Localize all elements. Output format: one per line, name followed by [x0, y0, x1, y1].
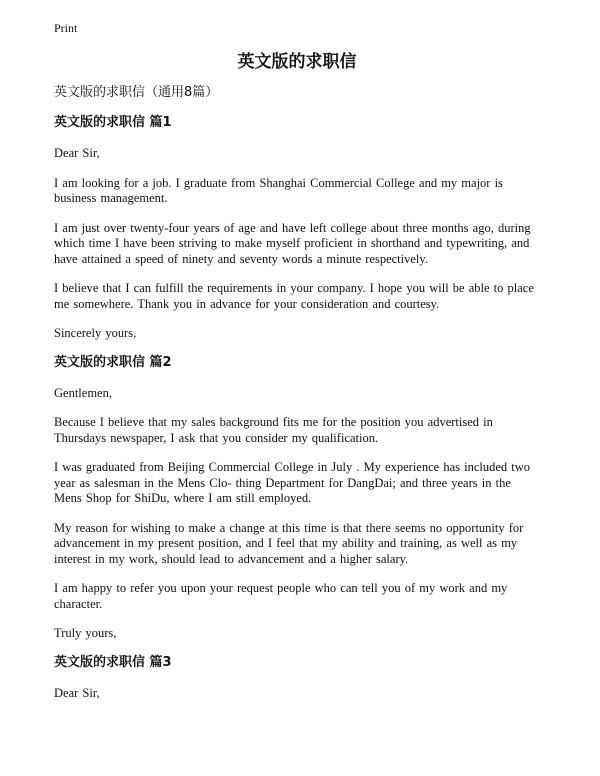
letter-section-2: [54, 354, 540, 642]
letter-paragraph: I am looking for a job. I graduate from Shanghai Commercial College and my major is business management.: [54, 175, 503, 205]
letter-paragraph: I am happy to refer you upon your request people who can tell you of my work and my character.: [54, 581, 508, 611]
letter-paragraph: I am just over twenty-four years of age and have left college about three months ago, during which time I have been striving to make myself proficient in shorthand and typewriting, and have attained a speed of ninety and seventy words a minute respectively.: [54, 220, 531, 266]
letter-salutation: Dear Sir,: [54, 146, 100, 160]
letter-section-1: [54, 114, 540, 342]
letter-closing: Truly yours,: [54, 626, 117, 640]
letter-paragraph: My reason for wishing to make a change at this time is that there seems no opportunity for advancement in my present position, and I feel that my ability and training, as well as my interest in my work, should lead to advancement and a higher salary.: [54, 520, 524, 566]
letter-section-3: [54, 654, 540, 702]
letter-paragraph: Because I believe that my sales background fits me for the position you advertised in Thursdays newspaper, I ask that you consider my qualification.: [54, 415, 493, 445]
section-heading: 英文版的求职信 篇2: [54, 354, 172, 370]
print-link[interactable]: Print: [54, 21, 78, 35]
page-title: 英文版的求职信: [237, 52, 357, 72]
letter-closing: Sincerely yours,: [54, 326, 137, 340]
letter-paragraph: I believe that I can fulfill the requirements in your company. I hope you will be able to place me somewhere. Thank you in advance for your consideration and courtesy.: [54, 281, 534, 311]
section-heading: 英文版的求职信 篇3: [54, 654, 172, 670]
letter-salutation: Gentlemen,: [54, 385, 112, 400]
letter-paragraph: I was graduated from Beijing Commercial College in July . My experience has included two year as salesman in the Mens Clo- thing Department for DangDai; and three years in the Mens Shop for ShiDu, where I am still employed.: [54, 460, 531, 505]
document-subtitle: 英文版的求职信（通用8篇）: [54, 85, 219, 100]
letter-salutation: Dear Sir,: [54, 685, 100, 700]
section-heading: 英文版的求职信 篇1: [54, 115, 172, 130]
